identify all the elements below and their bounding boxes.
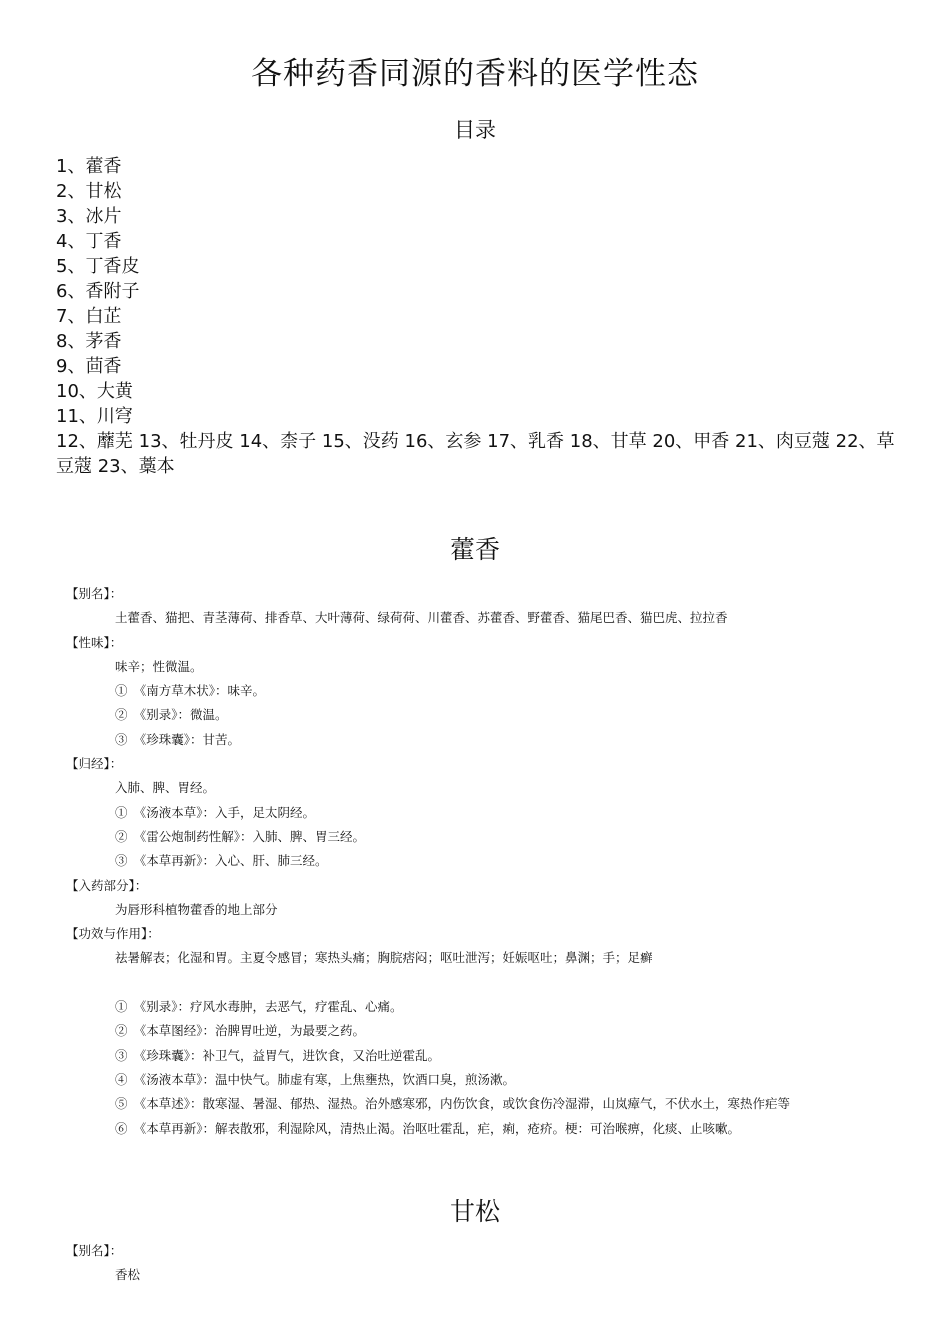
effect-ref: ③ 《珍珠囊》：补卫气，益胃气，进饮食，又治吐逆霍乱。 — [115, 1047, 441, 1063]
section-body-gansong — [66, 1239, 906, 1288]
document-title: 各种药香同源的香料的医学性态 — [251, 56, 699, 92]
meridian-ref: ② 《雷公炮制药性解》：入肺、脾、胃三经。 — [115, 828, 366, 844]
toc-item[interactable]: 7、白芷 — [56, 306, 122, 327]
toc-item[interactable]: 1、藿香 — [56, 156, 122, 177]
section-title-gansong: 甘松 — [449, 1197, 500, 1226]
paragraph-spacer — [66, 971, 906, 995]
toc-item[interactable]: 9、茴香 — [56, 356, 122, 377]
toc-item[interactable]: 3、冰片 — [56, 206, 122, 227]
meridian-ref: ③ 《本草再新》：入心、肝、肺三经。 — [115, 853, 328, 869]
table-of-contents — [56, 154, 902, 479]
toc-item-run[interactable]: 12、蘼芜 13、牡丹皮 14、柰子 15、没药 16、玄参 17、乳香 18、甘草 20、甲香 21、肉豆蔻 22、草豆蔻 23、藁本 — [56, 431, 895, 477]
effect-ref: ② 《本草图经》：治脾胃吐逆，为最要之药。 — [115, 1023, 366, 1039]
toc-item[interactable]: 8、茅香 — [56, 331, 122, 352]
toc-item[interactable]: 5、丁香皮 — [56, 256, 140, 277]
nature-ref: ③ 《珍珠囊》：甘苦。 — [115, 731, 241, 747]
toc-item[interactable]: 2、甘松 — [56, 181, 122, 202]
part-label: 【入药部分】： — [66, 877, 148, 893]
effect-text: 祛暑解表；化湿和胃。主夏令感冒；寒热头痛；胸脘痞闷；呕吐泄泻；妊娠呕吐；鼻渊；手；足癣 — [115, 950, 653, 966]
nature-label: 【性味】： — [66, 634, 123, 650]
effect-ref: ⑥ 《本草再新》：解表散邪，利湿除风，清热止渴。治呕吐霍乱，疟，痢，疮疥。梗：可治喉痹，化痰、止咳嗽。 — [115, 1120, 741, 1136]
alias-text: 香松 — [115, 1267, 141, 1283]
nature-text: 味辛；性微温。 — [115, 658, 203, 674]
meridian-text: 入肺、脾、胃经。 — [115, 780, 216, 796]
effect-ref: ④ 《汤液本草》：温中快气。肺虚有寒，上焦壅热，饮酒口臭，煎汤漱。 — [115, 1071, 516, 1087]
toc-item[interactable]: 10、大黄 — [56, 381, 133, 402]
meridian-ref: ① 《汤液本草》：入手，足太阴经。 — [115, 804, 316, 820]
alias-label: 【别名】： — [66, 1243, 123, 1258]
meridian-label: 【归经】： — [66, 756, 123, 772]
toc-item[interactable]: 6、香附子 — [56, 281, 140, 302]
alias-label: 【别名】： — [66, 586, 123, 601]
section-body-huoxiang — [66, 582, 906, 1141]
toc-item[interactable]: 4、丁香 — [56, 231, 122, 252]
effect-ref: ① 《别录》：疗风水毒肿，去恶气，疗霍乱、心痛。 — [115, 999, 403, 1015]
section-title-huoxiang: 藿香 — [449, 535, 500, 564]
nature-ref: ① 《南方草木状》：味辛。 — [115, 683, 266, 699]
part-text: 为唇形科植物藿香的地上部分 — [115, 901, 278, 917]
alias-text: 土藿香、猫把、青茎薄荷、排香草、大叶薄荷、绿荷荷、川藿香、苏藿香、野藿香、猫尾巴香、猫巴虎、拉拉香 — [115, 610, 728, 626]
nature-ref: ② 《别录》：微温。 — [115, 707, 228, 723]
toc-heading: 目录 — [454, 118, 496, 142]
effect-label: 【功效与作用】： — [66, 926, 160, 942]
toc-item[interactable]: 11、川穹 — [56, 406, 133, 427]
effect-ref: ⑤ 《本草述》：散寒湿、暑湿、郁热、湿热。治外感寒邪，内伤饮食，或饮食伤冷湿滞，山岚瘴气，不伏水土，寒热作疟等 — [115, 1096, 791, 1112]
